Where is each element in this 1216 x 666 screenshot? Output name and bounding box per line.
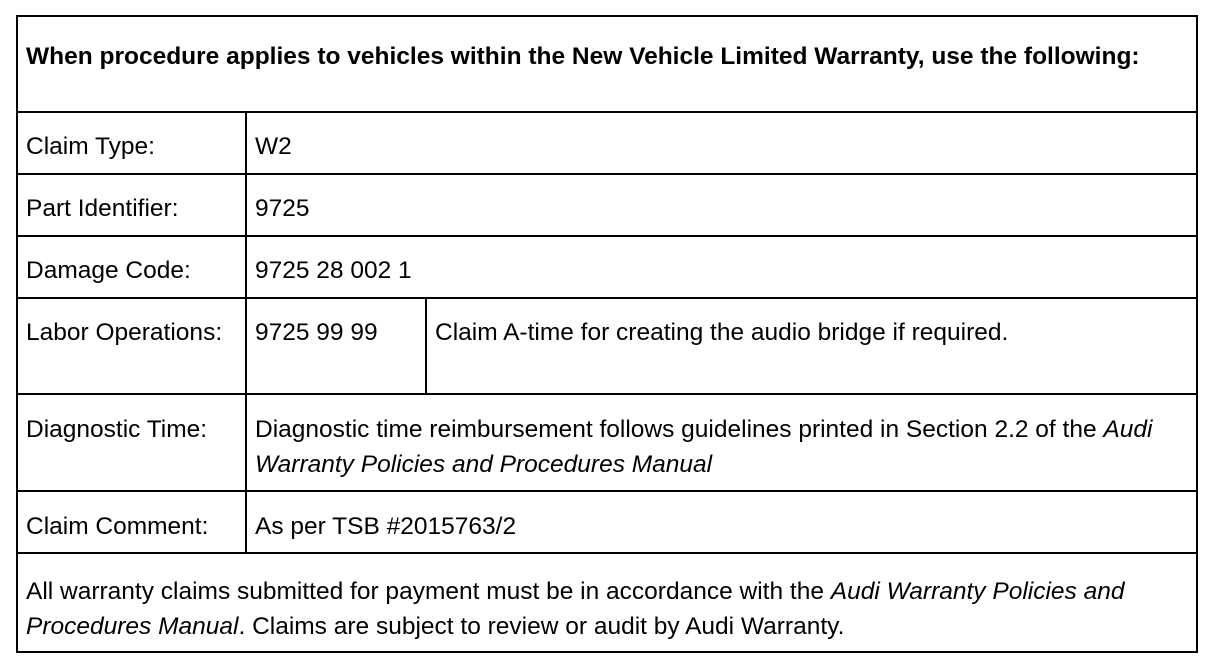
labor-operations-label: Labor Operations: xyxy=(17,298,246,394)
footer-text-after: . Claims are subject to review or audit by Audi Warranty. xyxy=(238,613,845,640)
diagnostic-time-text: Diagnostic time reimbursement follows guidelines printed in Section 2.2 of the xyxy=(255,416,1104,443)
claim-comment-value: As per TSB #2015763/2 xyxy=(246,491,1197,553)
table-row xyxy=(17,112,1197,174)
claim-type-value: W2 xyxy=(246,112,1197,174)
damage-code-value: 9725 28 002 1 xyxy=(246,236,1197,298)
table-row xyxy=(17,491,1197,553)
footer-manual-title: Audi Warranty Policies and Procedures Manual xyxy=(26,578,1125,640)
table-footer-row xyxy=(17,553,1197,652)
footer-text-before: All warranty claims submitted for payment must be in accordance with the xyxy=(26,578,831,605)
part-identifier-value: 9725 xyxy=(246,174,1197,236)
table-row xyxy=(17,236,1197,298)
warranty-claim-table xyxy=(16,15,1198,653)
warranty-instruction-heading: When procedure applies to vehicles within the New Vehicle Limited Warranty, use the following: xyxy=(17,16,1197,112)
table-row xyxy=(17,298,1197,394)
labor-operations-description: Claim A-time for creating the audio bridge if required. xyxy=(426,298,1197,394)
diagnostic-time-label: Diagnostic Time: xyxy=(17,394,246,491)
table-header-row xyxy=(17,16,1197,112)
table-row xyxy=(17,174,1197,236)
table-row xyxy=(17,394,1197,491)
claim-comment-label: Claim Comment: xyxy=(17,491,246,553)
diagnostic-time-value xyxy=(246,394,1197,491)
warranty-footer-note xyxy=(17,553,1197,652)
claim-type-label: Claim Type: xyxy=(17,112,246,174)
part-identifier-label: Part Identifier: xyxy=(17,174,246,236)
diagnostic-time-manual-title: Audi Warranty Policies and Procedures Manual xyxy=(255,416,1153,478)
damage-code-label: Damage Code: xyxy=(17,236,246,298)
labor-operations-code: 9725 99 99 xyxy=(246,298,426,394)
